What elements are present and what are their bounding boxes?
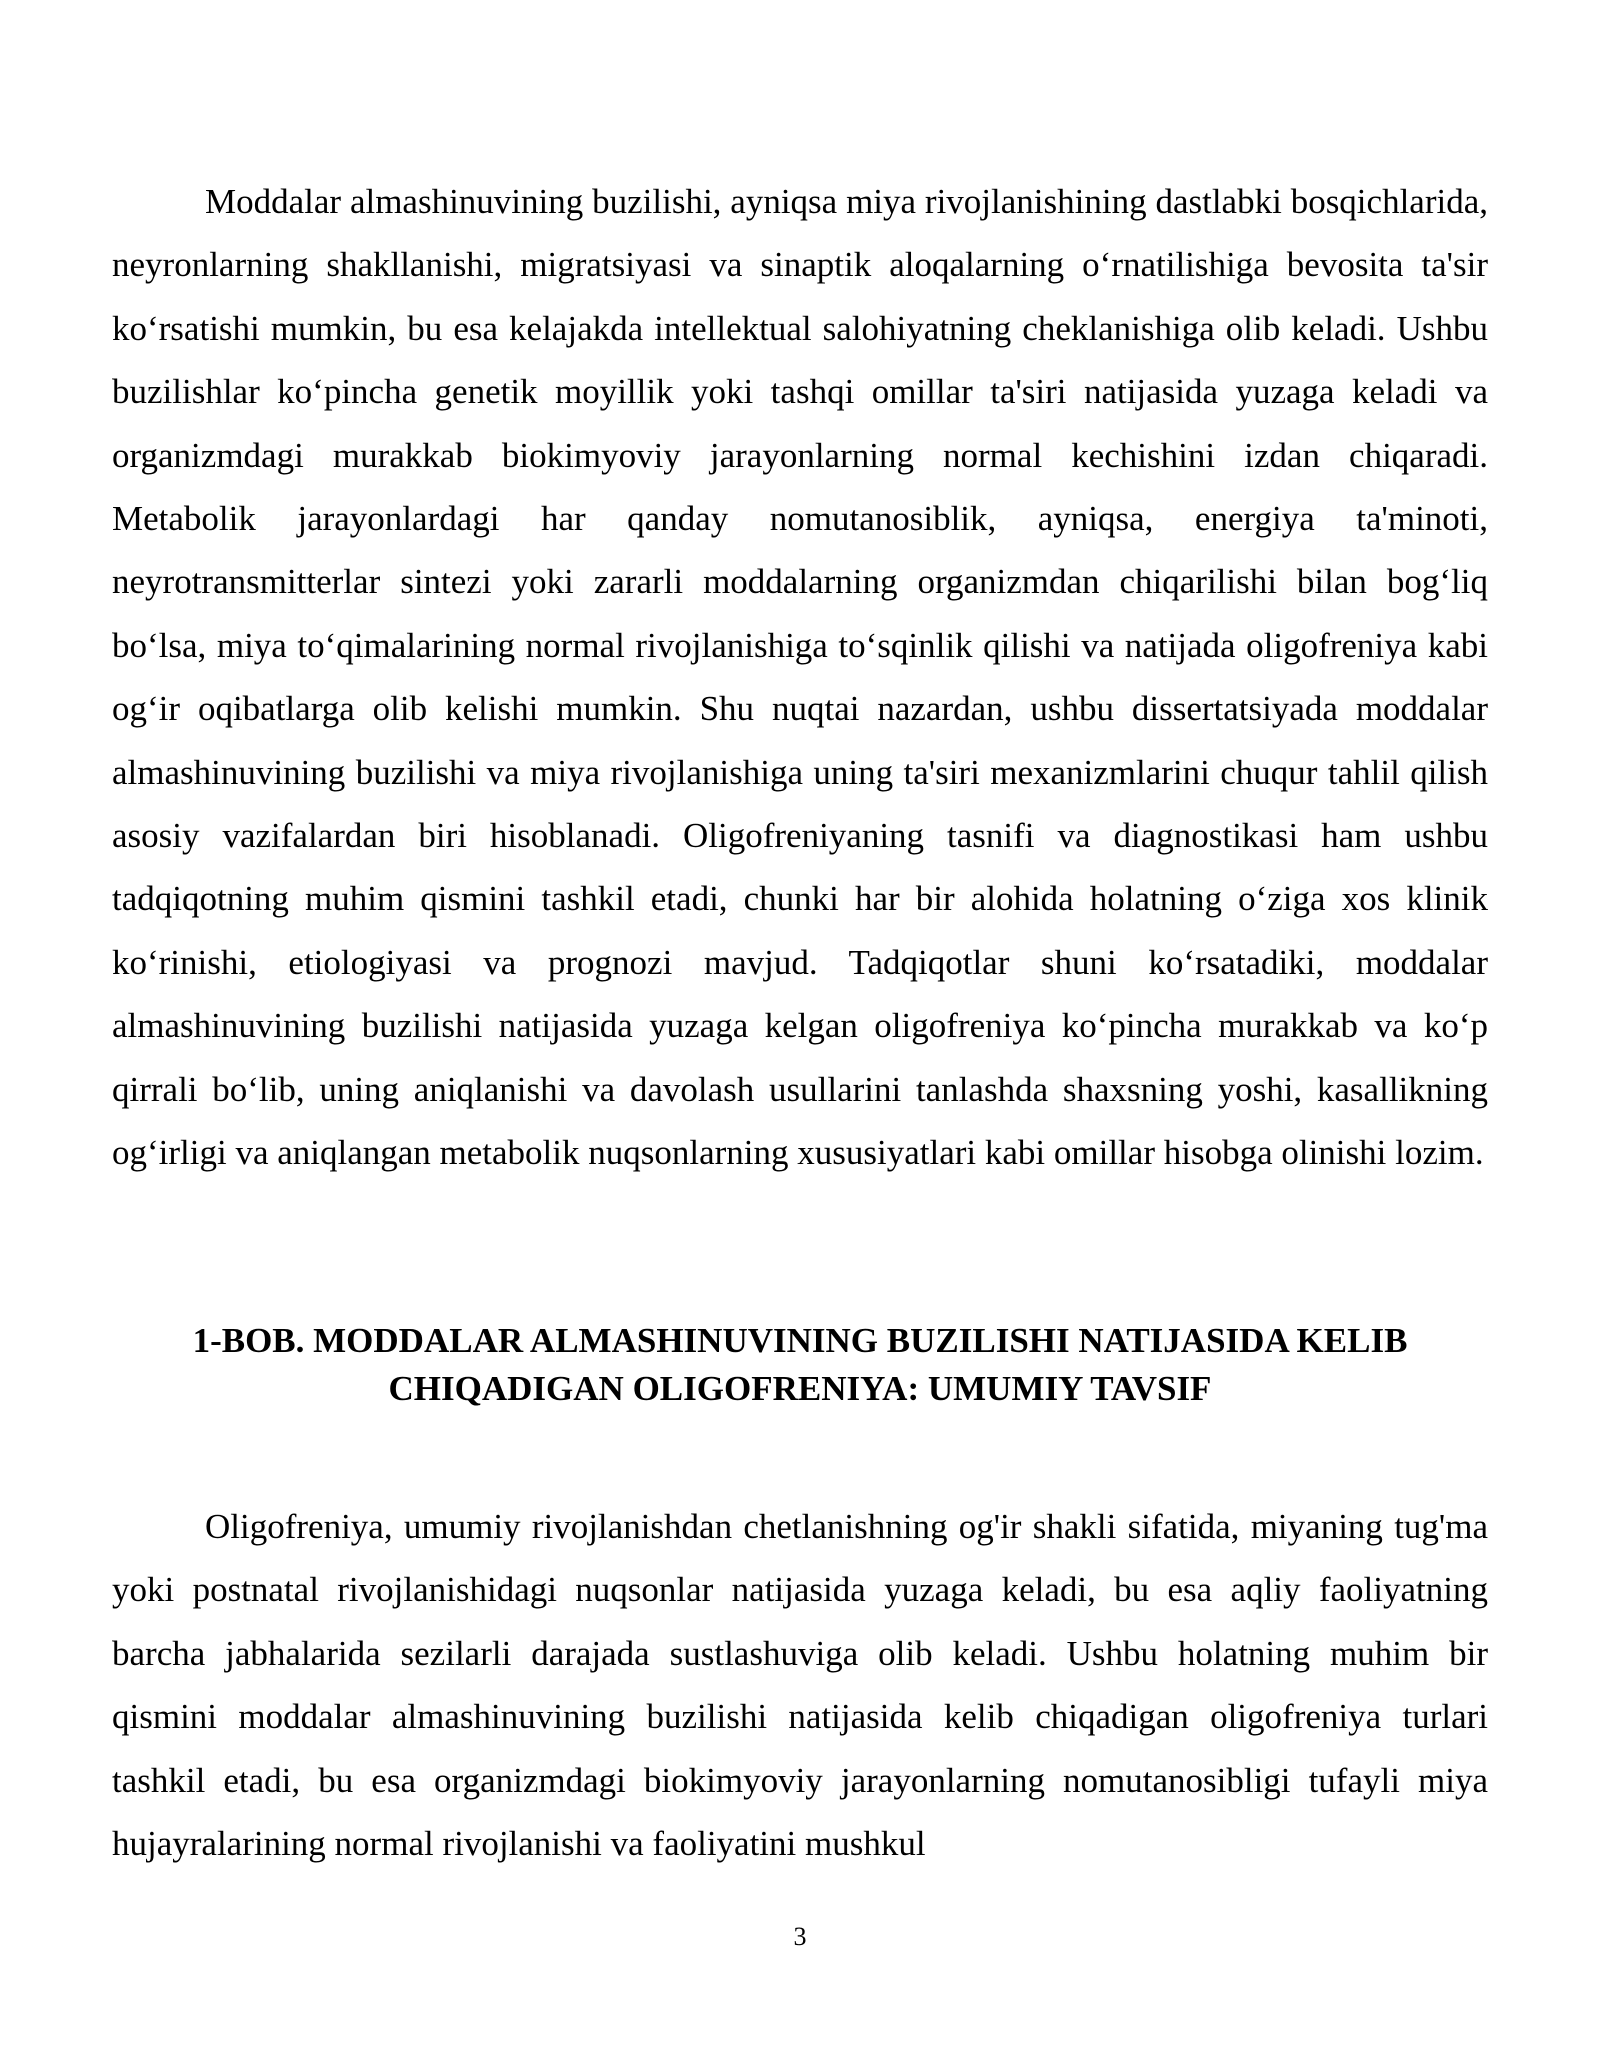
body-paragraph-1: Moddalar almashinuvining buzilishi, ayniqsa miya rivojlanishining dastlabki bosqichlarida, neyronlarning shakllanishi, migratsiyasi va sinaptik aloqalarning oʻrnatilishiga bevosita ta'sir koʻrsatishi mumkin, bu esa kelajakda intellektual salohiyatning cheklanishiga olib keladi. Ushbu buzilishlar koʻpincha genetik moyillik yoki tashqi omillar ta'siri natijasida yuzaga keladi va organizmdagi murakkab biokimyoviy jarayonlarning normal kechishini izdan chiqaradi. Metabolik jarayonlardagi har qanday nomutanosiblik, ayniqsa, energiya ta'minoti, neyrotransmitterlar sintezi yoki zararli moddalarning organizmdan chiqarilishi bilan bogʻliq boʻlsa, miya toʻqimalarining normal rivojlanishiga toʻsqinlik qilishi va natijada oligofreniya kabi ogʻir oqibatlarga olib kelishi mumkin. Shu nuqtai nazardan, ushbu dissertatsiyada moddalar almashinuvining buzilishi va miya rivojlanishiga uning ta'siri mexanizmlarini chuqur tahlil qilish asosiy vazifalardan biri hisoblanadi. Oligofreniyaning tasnifi va diagnostikasi ham ushbu tadqiqotning muhim qismini tashkil etadi, chunki har bir alohida holatning oʻziga xos klinik koʻrinishi, etiologiyasi va prognozi mavjud. Tadqiqotlar shuni koʻrsatadiki, moddalar almashinuvining buzilishi natijasida yuzaga kelgan oligofreniya koʻpincha murakkab va koʻp qirrali boʻlib, uning aniqlanishi va davolash usullarini tanlashda shaxsning yoshi, kasallikning ogʻirligi va aniqlangan metabolik nuqsonlarning xususiyatlari kabi omillar hisobga olinishi lozim. xyxy=(112,182,1488,1173)
body-text-section-1 xyxy=(112,170,1488,1185)
chapter-heading-block xyxy=(112,1317,1488,1413)
chapter-heading-line-1: 1-BOB. MODDALAR ALMASHINUVINING BUZILISHI NATIJASIDA KELIB xyxy=(192,1321,1408,1360)
page-number: 3 xyxy=(793,1922,807,1951)
chapter-heading-line-2: CHIQADIGAN OLIGOFRENIYA: UMUMIY TAVSIF xyxy=(388,1369,1212,1408)
body-text-section-2 xyxy=(112,1495,1488,1875)
body-paragraph-2: Oligofreniya, umumiy rivojlanishdan chetlanishning og'ir shakli sifatida, miyaning tug'ma yoki postnatal rivojlanishidagi nuqsonlar natijasida yuzaga keladi, bu esa aqliy faoliyatning barcha jabhalarida sezilarli darajada sustlashuviga olib keladi. Ushbu holatning muhim bir qismini moddalar almashinuvining buzilishi natijasida kelib chiqadigan oligofreniya turlari tashkil etadi, bu esa organizmdagi biokimyoviy jarayonlarning nomutanosibligi tufayli miya hujayralarining normal rivojlanishi va faoliyatini mushkul xyxy=(112,1507,1488,1864)
